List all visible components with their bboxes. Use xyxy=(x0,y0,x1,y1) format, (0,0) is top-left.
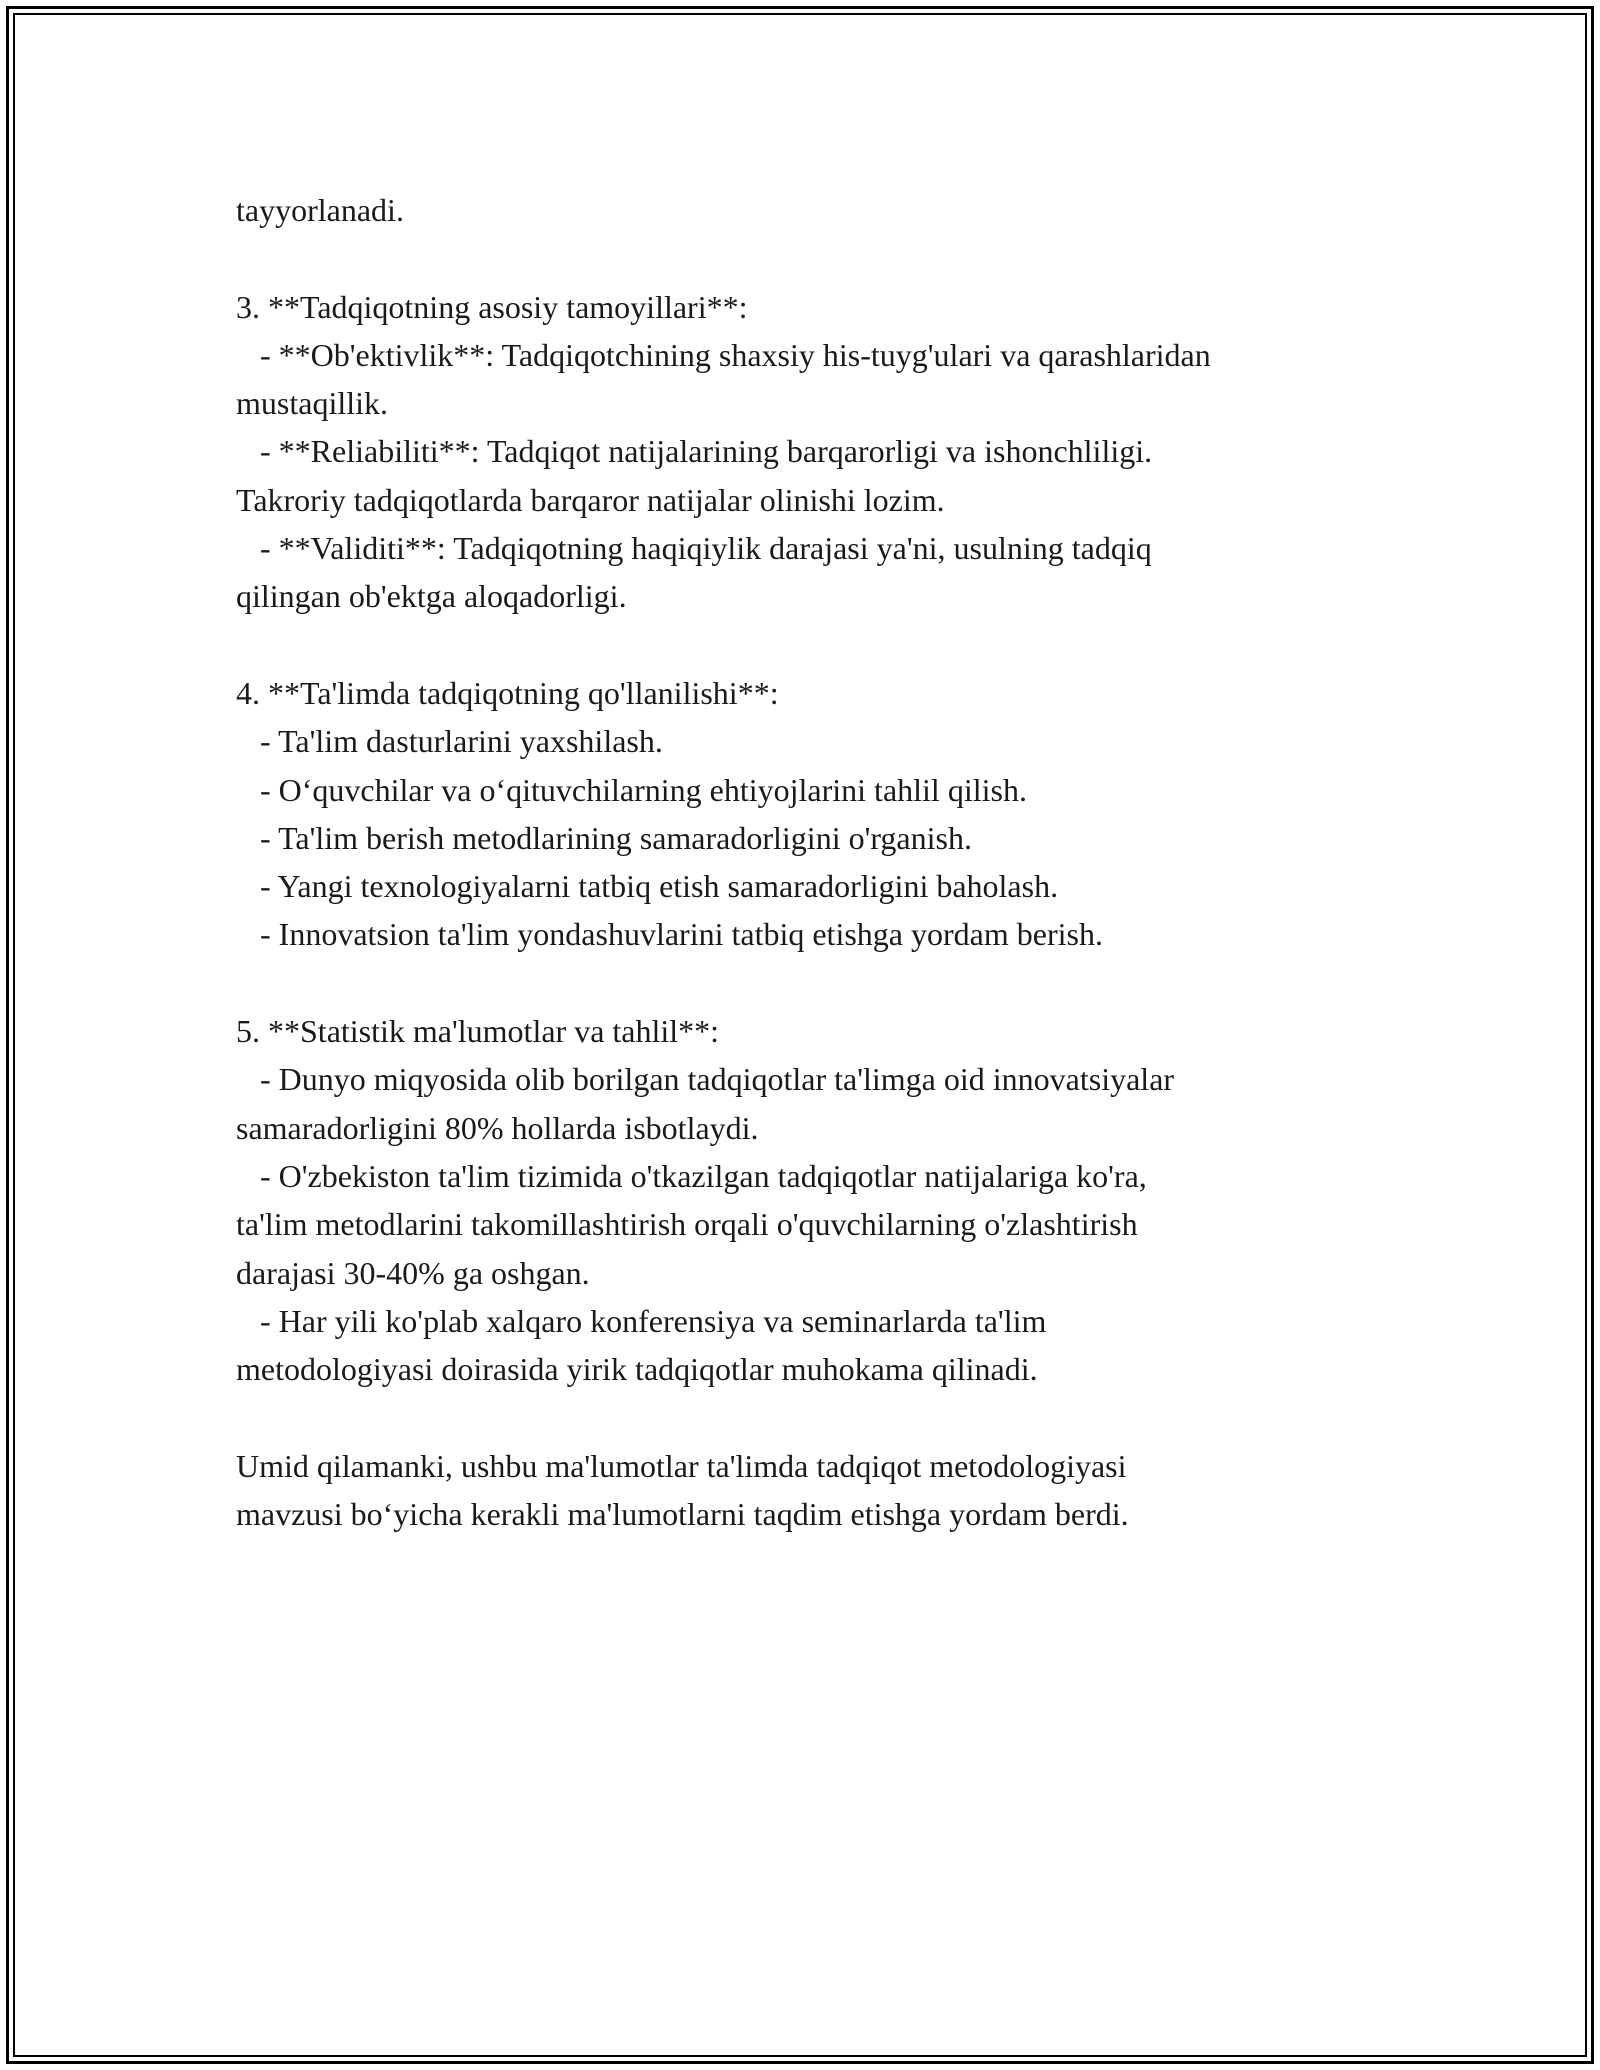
paragraph-gap xyxy=(236,959,1386,1007)
closing-line: mavzusi bo‘yicha kerakli ma'lumotlarni taqdim etishga yordam berdi. xyxy=(236,1496,1129,1533)
section-5-line: - O'zbekiston ta'lim tizimida o'tkazilgan tadqiqotlar natijalariga ko'ra, xyxy=(236,1157,1147,1194)
section-4-heading: 4. **Ta'limda tadqiqotning qo'llanilishi**: xyxy=(236,674,779,711)
closing-line: Umid qilamanki, ushbu ma'lumotlar ta'limda tadqiqot metodologiyasi xyxy=(236,1447,1127,1484)
section-3-line: qilingan ob'ektga aloqadorligi. xyxy=(236,578,627,615)
section-5-line: - Dunyo miqyosida olib borilgan tadqiqotlar ta'limga oid innovatsiyalar xyxy=(236,1061,1175,1098)
section-3-line: - **Reliabiliti**: Tadqiqot natijalarining barqarorligi va ishonchliligi. xyxy=(236,433,1153,470)
section-5-line: metodologiyasi doirasida yirik tadqiqotlar muhokama qilinadi. xyxy=(236,1351,1038,1388)
section-3-line: - **Ob'ektivlik**: Tadqiqotchining shaxsiy his-tuyg'ulari va qarashlaridan xyxy=(236,336,1211,373)
section-5-heading: 5. **Statistik ma'lumotlar va tahlil**: xyxy=(236,1013,720,1050)
section-5-line: ta'lim metodlarini takomillashtirish orqali o'quvchilarning o'zlashtirish xyxy=(236,1206,1138,1243)
section-4-line: - Yangi texnologiyalarni tatbiq etish samaradorligini baholash. xyxy=(236,868,1059,905)
section-4-line: - O‘quvchilar va o‘qituvchilarning ehtiyojlarini tahlil qilish. xyxy=(236,771,1027,808)
section-4-line: - Ta'lim dasturlarini yaxshilash. xyxy=(236,723,663,760)
section-3-heading: 3. **Tadqiqotning asosiy tamoyillari**: xyxy=(236,288,748,325)
section-5-line: samaradorligini 80% hollarda isbotlaydi. xyxy=(236,1109,759,1146)
paragraph-gap xyxy=(236,621,1386,669)
paragraph-gap xyxy=(236,1393,1386,1441)
section-3-line: mustaqillik. xyxy=(236,385,388,422)
section-4-line: - Innovatsion ta'lim yondashuvlarini tatbiq etishga yordam berish. xyxy=(236,916,1103,953)
section-5-line: darajasi 30-40% ga oshgan. xyxy=(236,1254,590,1291)
section-4-line: - Ta'lim berish metodlarining samaradorligini o'rganish. xyxy=(236,819,972,856)
intro-tail-text: tayyorlanadi. xyxy=(236,192,404,228)
section-3-line: Takroriy tadqiqotlarda barqaror natijalar olinishi lozim. xyxy=(236,481,945,518)
document-body xyxy=(236,186,1386,1538)
section-5-line: - Har yili ko'plab xalqaro konferensiya va seminarlarda ta'lim xyxy=(236,1302,1047,1339)
section-3-line: - **Validiti**: Tadqiqotning haqiqiylik darajasi ya'ni, usulning tadqiq xyxy=(236,530,1152,567)
paragraph-gap xyxy=(236,234,1386,282)
